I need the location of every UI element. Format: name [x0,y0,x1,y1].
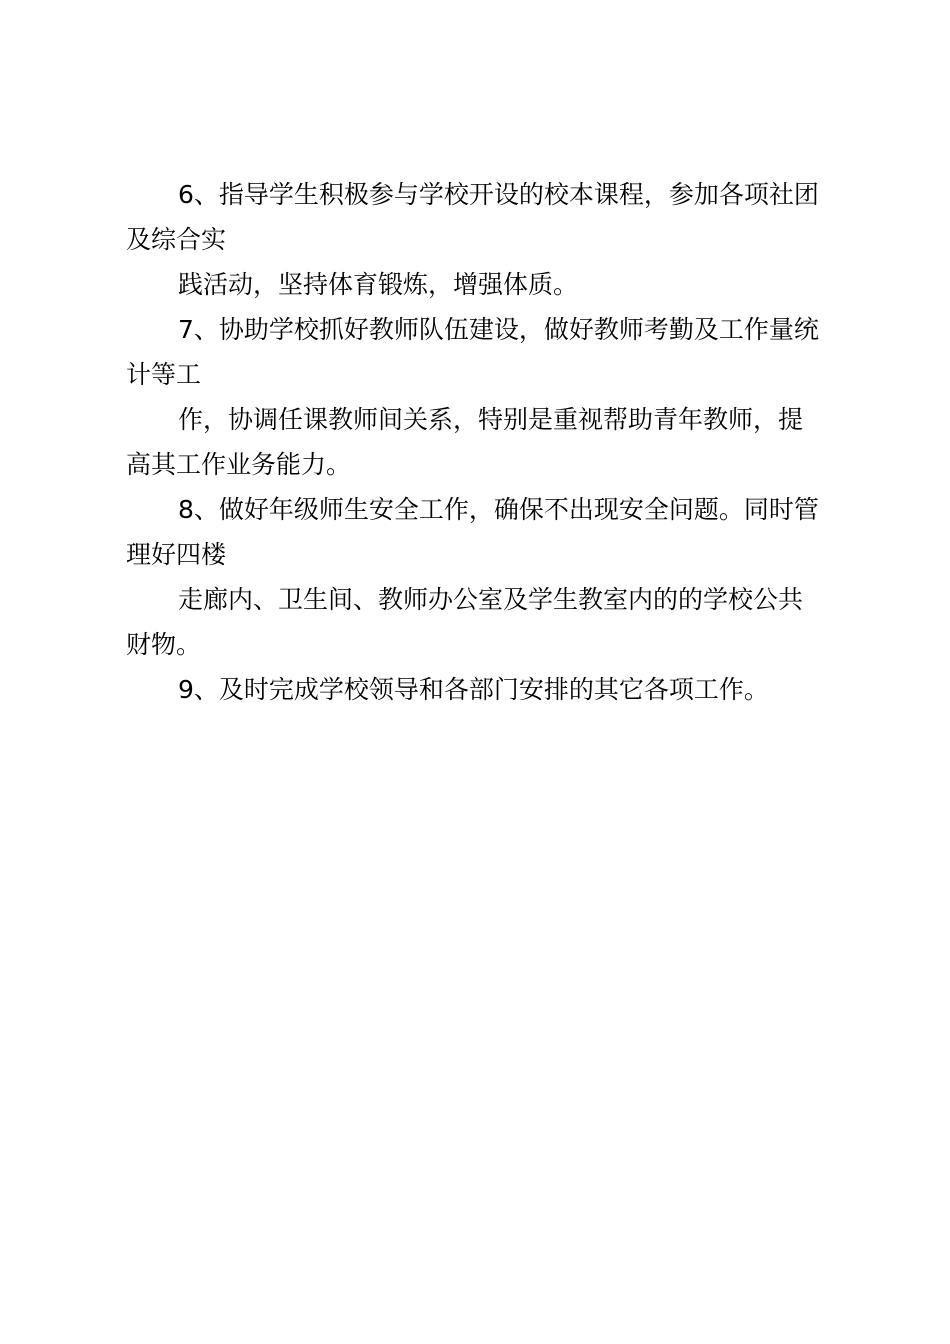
text-line: 计等工 [126,360,202,389]
text-line: 9、及时完成学校领导和各部门安排的其它各项工作。 [178,675,769,704]
text-line: 践活动，坚持体育锻炼，增强体质。 [178,270,579,299]
text-line: 及综合实 [126,225,227,254]
text-line: 财物。 [126,630,202,659]
text-line: 走廊内、卫生间、教师办公室及学生教室内的的学校公共 [178,585,804,614]
text-line: 7、协助学校抓好教师队伍建设，做好教师考勤及工作量统 [178,315,819,344]
text-line: 6、指导学生积极参与学校开设的校本课程，参加各项社团 [178,180,819,209]
text-line: 8、做好年级师生安全工作，确保不出现安全问题。同时管 [178,495,819,524]
text-line: 作，协调任课教师间关系，特别是重视帮助青年教师，提 [178,405,804,434]
text-line: 理好四楼 [126,540,227,569]
document-body [126,172,836,712]
text-line: 高其工作业务能力。 [126,450,352,479]
